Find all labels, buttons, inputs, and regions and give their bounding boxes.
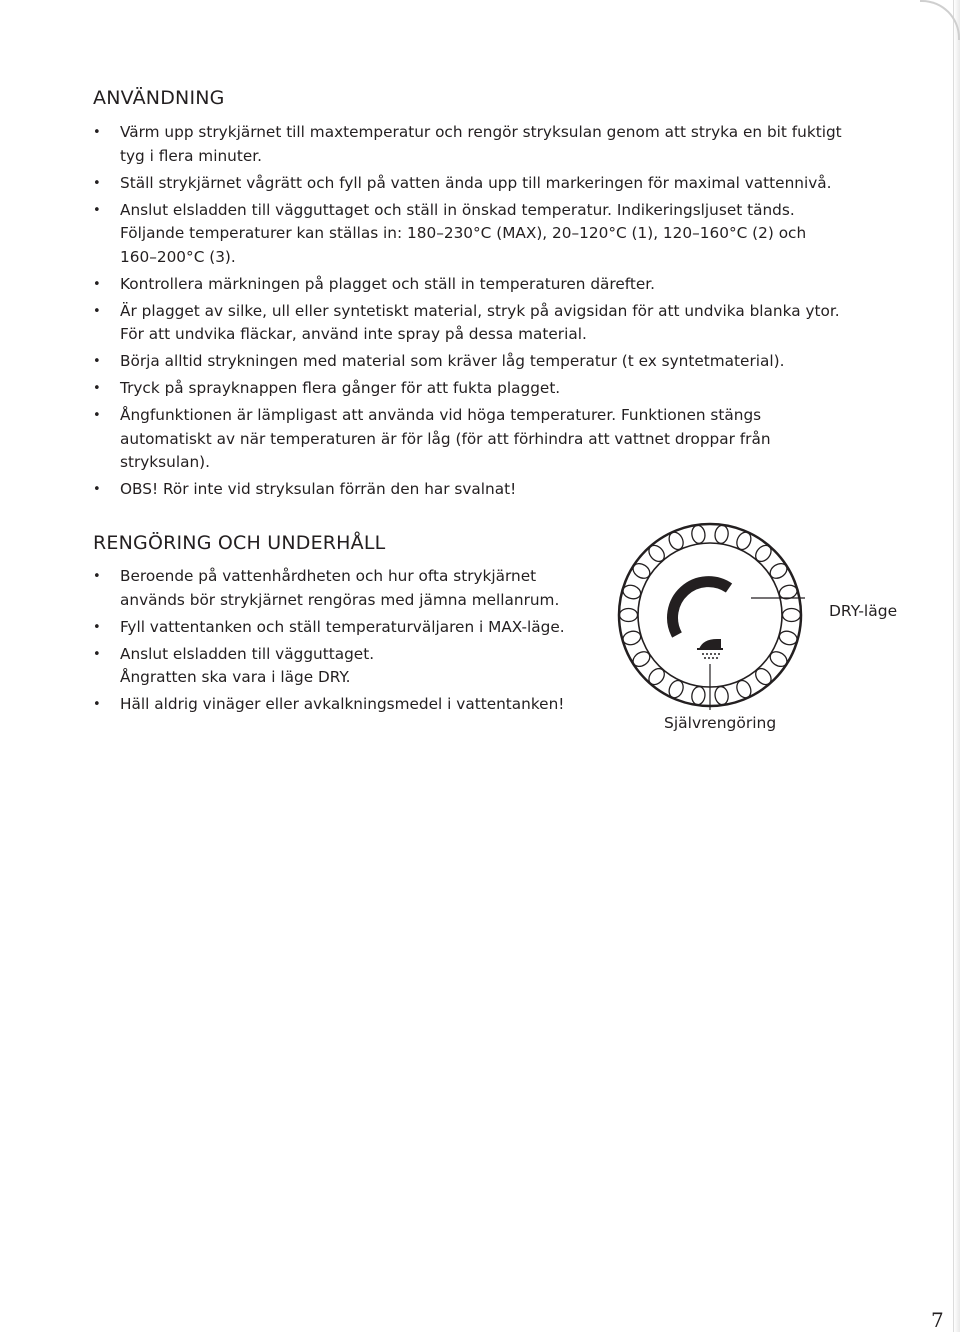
list-item	[93, 404, 913, 475]
grip-oval	[691, 686, 706, 706]
list-item	[93, 693, 633, 717]
grip-oval	[714, 686, 729, 706]
usage-list	[93, 121, 913, 505]
list-item-line: tyg i flera minuter.	[120, 146, 263, 165]
grip-oval	[783, 609, 801, 622]
list-item-line: Följande temperaturer kan ställas in: 180–230°C (MAX), 20–120°C (1), 120–160°C (2) och	[120, 224, 807, 242]
list-item	[93, 199, 913, 270]
list-item-line: • Fyll vattentanken och ställ temperaturväljaren i MAX-läge.	[120, 617, 565, 636]
page-number: 7	[931, 1308, 944, 1332]
grip-oval	[753, 666, 775, 688]
list-item	[93, 350, 913, 374]
grip-oval	[753, 542, 775, 564]
list-item	[93, 121, 913, 168]
steam-dial-diagram	[615, 520, 805, 710]
list-item-line: • Häll aldrig vinäger eller avkalkningsmedel i vattentanken!	[120, 695, 565, 713]
cleaning-list	[93, 565, 633, 720]
list-item-line: automatiskt av när temperaturen är för låg (för att förhindra att vattnet droppar från	[120, 429, 771, 448]
list-item	[93, 300, 913, 347]
dry-mode-label: DRY-läge	[829, 602, 898, 620]
list-item-line: används bör strykjärnet rengöras med jämna mellanrum.	[120, 590, 560, 609]
self-clean-label: Självrengöring	[664, 714, 777, 732]
list-item-line: • Börja alltid strykningen med material som kräver låg temperatur (t ex syntetmaterial).	[120, 352, 785, 370]
grip-oval	[714, 524, 729, 544]
list-item-line: • Beroende på vattenhårdheten och hur ofta strykjärnet	[120, 567, 537, 585]
list-item	[93, 565, 633, 612]
list-item-line: Ångratten ska vara i läge DRY.	[120, 668, 351, 686]
list-item	[93, 616, 633, 640]
section-title-cleaning: RENGÖRING OCH UNDERHÅLL	[93, 532, 386, 554]
list-item-line: • Anslut elsladden till vägguttaget och ställ in önskad temperatur. Indikeringsljuset tänds.	[120, 200, 795, 219]
list-item-line: • Anslut elsladden till vägguttaget.	[120, 644, 375, 663]
list-item-line: • Är plagget av silke, ull eller syntetiskt material, stryk på avigsidan för att undvika blanka ytor.	[120, 301, 840, 320]
list-item-line: • Kontrollera märkningen på plagget och ställ in temperaturen därefter.	[120, 274, 656, 293]
grip-oval	[620, 609, 638, 622]
list-item	[93, 172, 913, 196]
iron-steam-icon	[697, 639, 723, 659]
list-item-line: • Ställ strykjärnet vågrätt och fyll på vatten ända upp till markeringen för maximal vattennivå.	[120, 173, 832, 192]
list-item-line: • Värm upp strykjärnet till maxtemperatur och rengör stryksulan genom att stryka en bit fuktigt	[120, 123, 842, 141]
list-item-line: • OBS! Rör inte vid stryksulan förrän den har svalnat!	[120, 480, 517, 498]
dry-arc-icon	[673, 582, 729, 635]
list-item	[93, 377, 913, 401]
grip-oval	[646, 542, 668, 564]
list-item	[93, 478, 913, 502]
grip-oval	[646, 666, 668, 688]
list-item-line: stryksulan).	[120, 453, 210, 471]
page-edge	[953, 0, 960, 1332]
list-item-line: • Tryck på sprayknappen flera gånger för att fukta plagget.	[120, 379, 561, 397]
list-item-line: 160–200°C (3).	[120, 247, 236, 266]
list-item-line: För att undvika fläckar, använd inte spray på dessa material.	[120, 325, 587, 343]
grip-oval	[691, 524, 706, 544]
list-item	[93, 273, 913, 297]
list-item	[93, 643, 633, 690]
list-item-line: • Ångfunktionen är lämpligast att använda vid höga temperaturer. Funktionen stängs	[120, 406, 762, 424]
section-title-usage: ANVÄNDNING	[93, 87, 225, 109]
